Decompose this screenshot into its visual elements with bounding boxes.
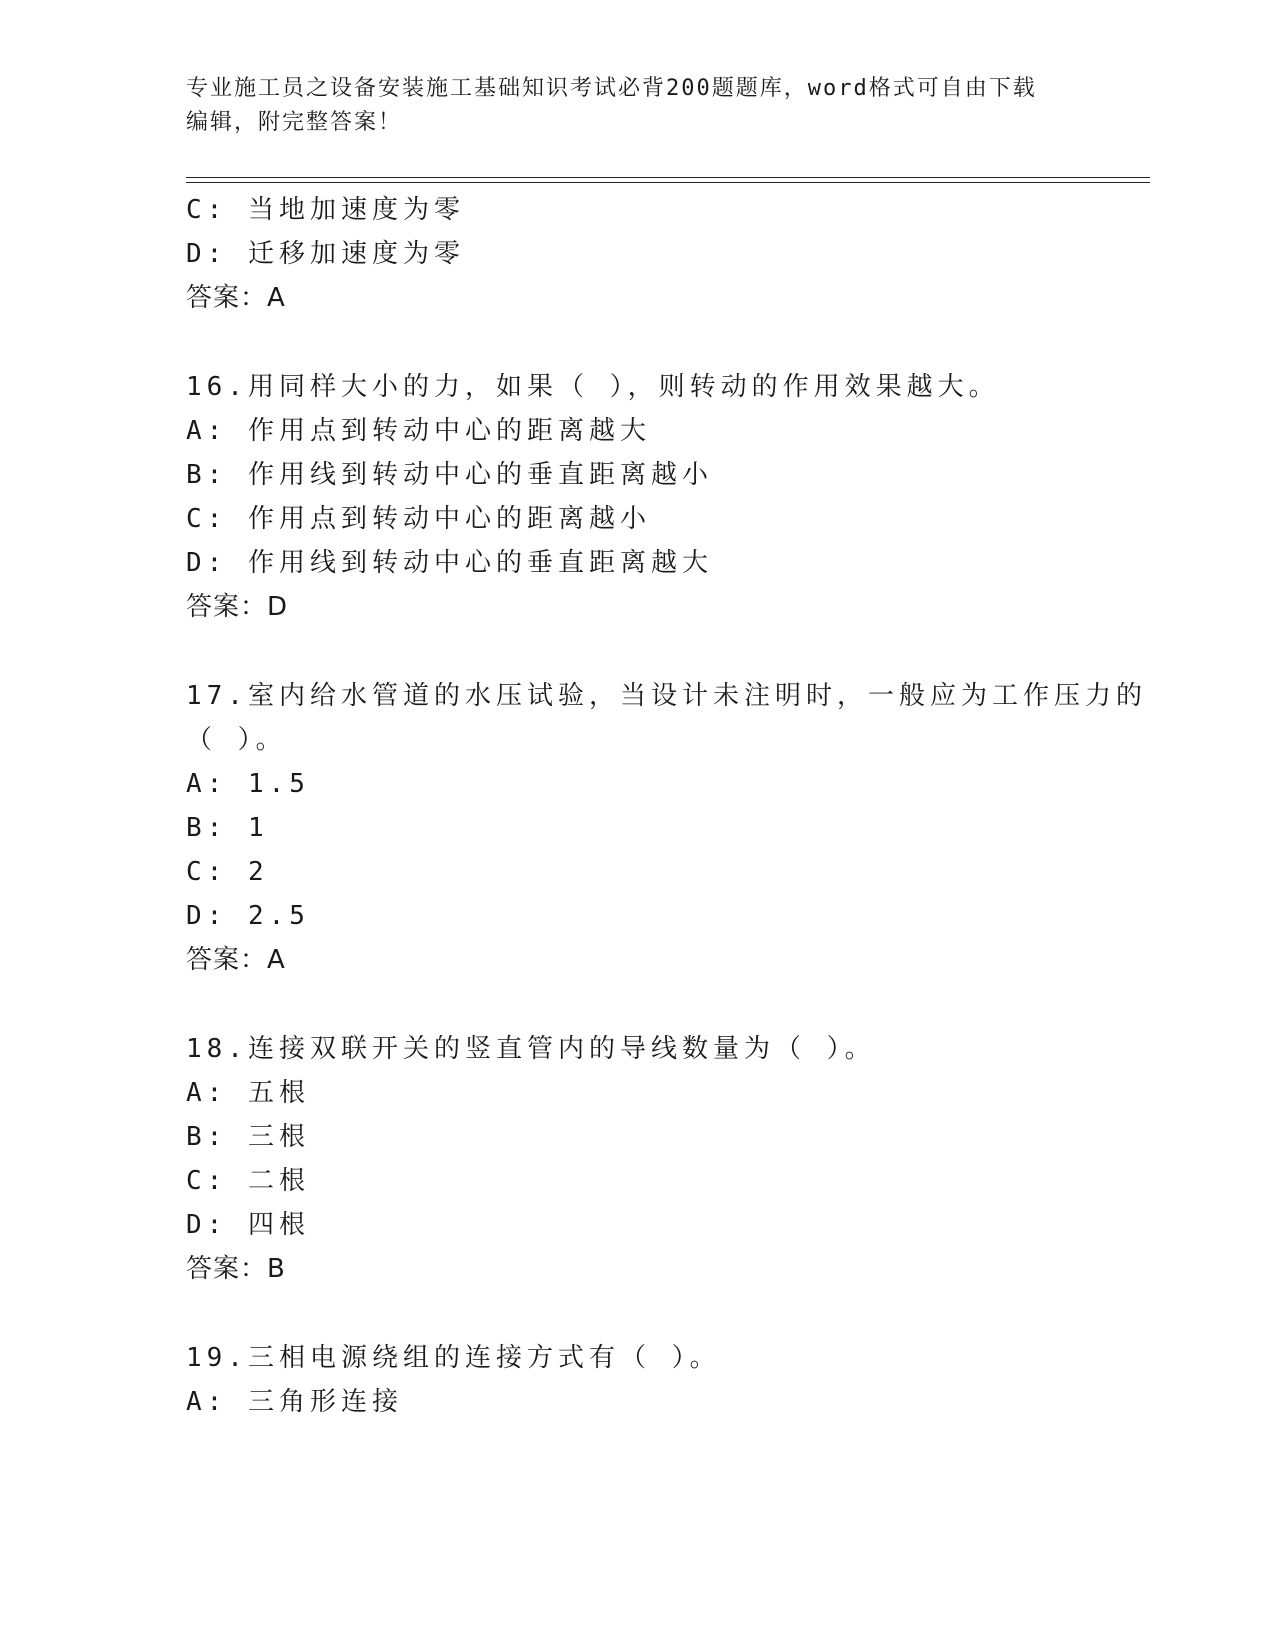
question-17-option-a: A: 1.5 [186,769,310,799]
question-18-stem: 18.连接双联开关的竖直管内的导线数量为（ ）。 [186,1034,876,1064]
header-divider-bottom [186,182,1150,183]
question-16-option-d: D: 作用线到转动中心的垂直距离越大 [186,548,713,578]
question-19-stem: 19.三相电源绕组的连接方式有（ ）。 [186,1343,721,1373]
question-17-answer: 答案：A [186,945,286,975]
answer: 答案：A [186,283,286,313]
header-title-line-1: 专业施工员之设备安装施工基础知识考试必背200题题库，word格式可自由下载 [186,76,1037,101]
header-title-line-2: 编辑，附完整答案！ [186,110,403,135]
question-16-option-a: A: 作用点到转动中心的距离越大 [186,416,651,446]
question-16-option-c: C: 作用点到转动中心的距离越小 [186,504,651,534]
option-c: C: 当地加速度为零 [186,195,465,225]
question-19-option-a: A: 三角形连接 [186,1387,403,1417]
question-17-option-b: B: 1 [186,813,269,843]
question-17-option-d: D: 2.5 [186,901,310,931]
question-17-option-c: C: 2 [186,857,269,887]
question-18-option-c: C: 二根 [186,1166,310,1196]
question-18-option-b: B: 三根 [186,1122,310,1152]
question-18-option-d: D: 四根 [186,1210,310,1240]
question-18-answer: 答案：B [186,1254,286,1284]
question-16-answer: 答案：D [186,592,289,622]
question-16-stem: 16.用同样大小的力，如果（ ），则转动的作用效果越大。 [186,372,1000,402]
header-divider-top [186,177,1150,178]
option-d: D: 迁移加速度为零 [186,239,465,269]
question-17-stem-line-1: 17.室内给水管道的水压试验，当设计未注明时，一般应为工作压力的 [186,681,1147,711]
document-header [186,72,1086,140]
question-17-stem-line-2: （ ）。 [186,725,287,755]
question-16-option-b: B: 作用线到转动中心的垂直距离越小 [186,460,713,490]
question-18-option-a: A: 五根 [186,1078,310,1108]
